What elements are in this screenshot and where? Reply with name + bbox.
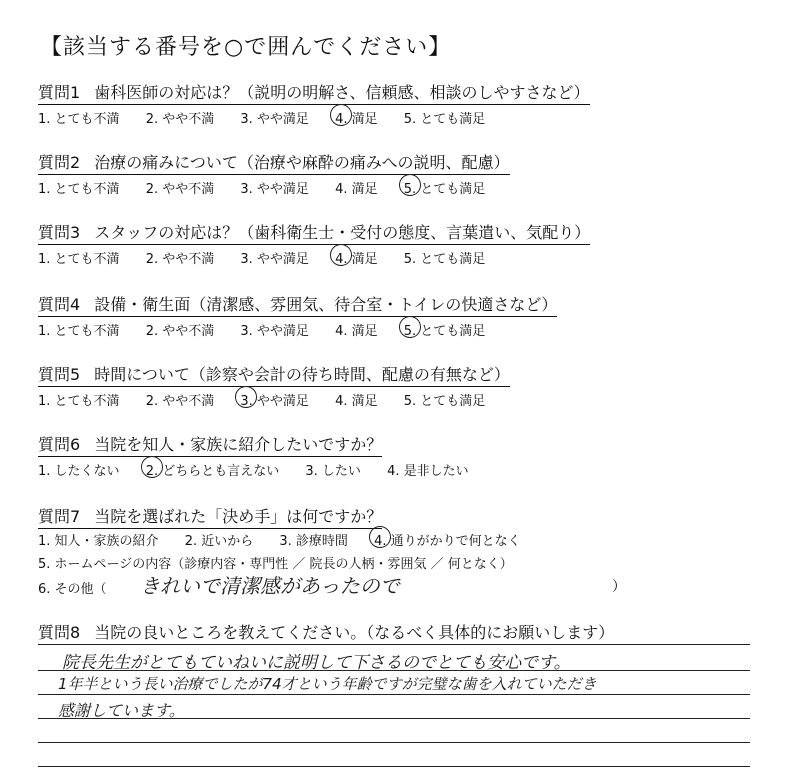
option-1[interactable]: 1. とても不満	[38, 182, 120, 197]
question-text: 当院の良いところを教えてください。（なるべく具体的にお願いします）	[94, 623, 615, 642]
question-text: 当院を選ばれた「決め手」は何ですか？	[94, 507, 383, 526]
option-2[interactable]: 2. やや不満	[145, 324, 215, 339]
question-text: スタッフの対応は？（歯科衛生士・受付の態度、言葉遣い、気配り）	[94, 223, 591, 242]
option-3[interactable]: 3. したい	[305, 464, 361, 479]
option-6-close: ）	[612, 579, 626, 595]
option-4[interactable]: 4. 満足	[335, 324, 378, 339]
question-5-options	[38, 390, 507, 409]
question-text: 歯科医師の対応は？（説明の明解さ、信頼感、相談のしやすさなど）	[94, 83, 590, 102]
handwritten-answer-line: 院長先生がとてもていねいに説明して下さるのでとても安心です。	[62, 653, 571, 673]
question-7	[38, 504, 382, 529]
question-2-options	[38, 178, 507, 197]
option-5[interactable]: 5. とても満足	[403, 112, 486, 127]
question-number: 質問1	[38, 83, 81, 102]
answer-line	[38, 766, 750, 767]
handwritten-answer-line: 1年半という長い治療でしたが74才という年齢ですが完璧な歯を入れていただき	[58, 675, 597, 693]
question-text: 時間について（診察や会計の待ち時間、配慮の有無など）	[94, 365, 510, 384]
option-3[interactable]: 3. やや満足	[240, 112, 309, 127]
option-2[interactable]: 2. やや不満	[145, 252, 215, 267]
option-5[interactable]: 5. とても満足	[403, 394, 486, 409]
option-5-selected[interactable]: 5. とても満足	[404, 178, 486, 197]
option-2-selected[interactable]: 2. どちらとも言えない	[146, 460, 280, 479]
option-1[interactable]: 1. したくない	[38, 464, 120, 479]
question-number: 質問7	[38, 507, 81, 526]
page-title: 【該当する番号を○で囲んでください】	[40, 35, 452, 60]
question-8	[38, 620, 614, 644]
question-7-options	[38, 530, 543, 549]
option-4[interactable]: 4. 満足	[335, 394, 378, 409]
question-number: 質問8	[38, 623, 81, 642]
question-number: 質問5	[38, 365, 81, 384]
question-number: 質問6	[38, 435, 81, 454]
option-6-label: 6. その他（	[38, 582, 107, 597]
question-text: 設備・衛生面（清潔感、雰囲気、待合室・トイレの快適さなど）	[94, 295, 558, 314]
option-1[interactable]: 1. とても不満	[38, 252, 120, 267]
answer-line	[38, 742, 750, 743]
option-4-selected[interactable]: 4. 満足	[335, 248, 378, 267]
option-2[interactable]: 2. 近いから	[184, 534, 254, 549]
handwritten-other-answer: きれいで清潔感があったので	[140, 574, 400, 598]
answer-line	[38, 644, 750, 645]
option-3[interactable]: 3. やや満足	[240, 182, 309, 197]
option-4-selected[interactable]: 4. 満足	[335, 108, 378, 127]
question-6-options	[38, 460, 491, 479]
option-2[interactable]: 2. やや不満	[145, 112, 215, 127]
option-5-selected[interactable]: 5. とても満足	[404, 320, 486, 339]
question-4-options	[38, 320, 507, 339]
question-5	[38, 362, 510, 387]
option-6[interactable]	[38, 578, 107, 597]
option-1[interactable]: 1. とても不満	[38, 324, 120, 339]
question-number: 質問2	[38, 153, 81, 172]
option-5[interactable]: 5. とても満足	[403, 252, 486, 267]
answer-line	[38, 694, 750, 695]
option-4[interactable]: 4. 満足	[335, 182, 378, 197]
option-2[interactable]: 2. やや不満	[145, 182, 215, 197]
question-text: 治療の痛みについて（治療や麻酔の痛みへの説明、配慮）	[94, 153, 510, 172]
question-3-options	[38, 248, 507, 267]
option-5[interactable]: 5. ホームページの内容（診療内容・専門性 ／ 院長の人柄・雰囲気 ／ 何となく）	[38, 557, 513, 572]
option-3[interactable]: 3. やや満足	[240, 252, 309, 267]
option-4[interactable]: 4. 是非したい	[387, 464, 469, 479]
question-6	[38, 432, 382, 457]
option-3[interactable]: 3. 診療時間	[279, 534, 348, 549]
option-2[interactable]: 2. やや不満	[145, 394, 215, 409]
option-3-selected[interactable]: 3. やや満足	[240, 390, 309, 409]
option-1[interactable]: 1. とても不満	[38, 112, 120, 127]
handwritten-answer-line: 感謝しています。	[58, 701, 185, 720]
question-3	[38, 220, 590, 245]
question-text: 当院を知人・家族に紹介したいですか？	[94, 435, 383, 454]
option-1[interactable]: 1. とても不満	[38, 394, 120, 409]
option-1[interactable]: 1. 知人・家族の紹介	[38, 534, 159, 549]
question-number: 質問3	[38, 223, 81, 242]
option-4-selected[interactable]: 4. 通りがかりで何となく	[374, 530, 521, 549]
option-3[interactable]: 3. やや満足	[240, 324, 309, 339]
question-number: 質問4	[38, 295, 81, 314]
question-1-options	[38, 108, 507, 127]
question-4	[38, 292, 557, 317]
question-1	[38, 80, 590, 105]
question-2	[38, 150, 510, 175]
